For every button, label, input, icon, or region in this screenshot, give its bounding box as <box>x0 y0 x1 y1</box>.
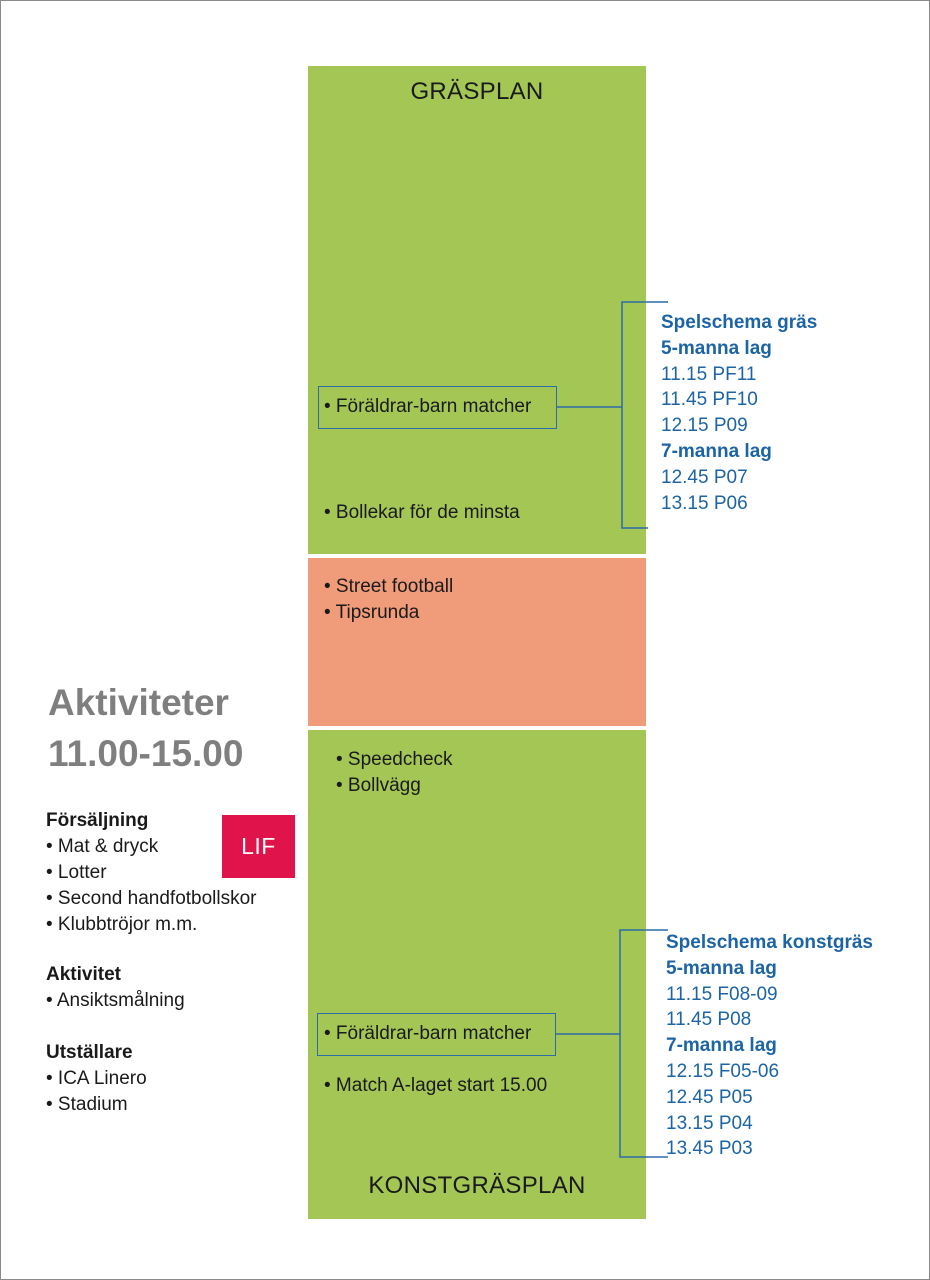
schedule-konst-title: Spelschema konstgräs <box>666 932 873 953</box>
forsaljning-item: • Lotter <box>46 862 107 883</box>
utstallare-item: • ICA Linero <box>46 1068 147 1089</box>
match-a-laget-item: • Match A-laget start 15.00 <box>324 1075 548 1096</box>
schedule-konst-group2: 7-manna lag <box>666 1035 777 1057</box>
konstgrasplan-title: KONSTGRÄSPLAN <box>368 1172 586 1199</box>
heading-title: Aktiviteter <box>48 682 229 723</box>
konstgrasplan-zone <box>308 730 646 1219</box>
utstallare-title: Utställare <box>46 1042 133 1063</box>
forsaljning-item: • Second handfotbollskor <box>46 888 257 909</box>
schedule-gras-entry: 11.15 PF11 <box>661 363 757 385</box>
schedule-konst-entry: 12.45 P05 <box>666 1086 753 1108</box>
schedule-gras-entry: 11.45 PF10 <box>661 389 758 411</box>
schedule-konst-entry: 13.45 P03 <box>666 1138 753 1160</box>
grasplan-zone <box>308 66 646 554</box>
forsaljning-title: Försäljning <box>46 810 149 831</box>
schedule-gras-entry: 12.45 P07 <box>661 466 748 488</box>
schedule-gras-group2: 7-manna lag <box>661 440 772 462</box>
aktivitet-title: Aktivitet <box>46 964 121 985</box>
lif-logo <box>222 815 295 878</box>
tipsrunda-item: • Tipsrunda <box>324 602 420 623</box>
schedule-konst-entry: 12.15 F05-06 <box>666 1060 780 1082</box>
utstallare-item: • Stadium <box>46 1094 128 1115</box>
konst-parent-match-item: • Föräldrar-barn matcher <box>324 1023 532 1044</box>
speedcheck-item: • Speedcheck <box>336 749 453 770</box>
schedule-konst-group1: 5-manna lag <box>666 957 777 979</box>
gras-parent-match-item: • Föräldrar-barn matcher <box>324 396 532 417</box>
schedule-konst-entry: 13.15 P04 <box>666 1112 753 1134</box>
schedule-gras-entry: 12.15 P09 <box>661 415 748 437</box>
schedule-konst-entry: 11.15 F08-09 <box>666 983 778 1005</box>
schedule-gras-title: Spelschema gräs <box>661 312 818 333</box>
heading-time: 11.00-15.00 <box>48 733 244 774</box>
schedule-konst <box>666 930 873 1162</box>
schedule-gras-group1: 5-manna lag <box>661 337 772 359</box>
gras-bollekar-item: • Bollekar för de minsta <box>324 502 520 523</box>
schedule-gras <box>661 310 817 516</box>
bollvagg-item: • Bollvägg <box>336 775 421 796</box>
schedule-gras-entry: 13.15 P06 <box>661 492 748 514</box>
street-football-item: • Street football <box>324 576 454 597</box>
lif-logo-text: LIF <box>241 833 276 859</box>
schedule-konst-entry: 11.45 P08 <box>666 1009 752 1031</box>
forsaljning-item: • Klubbtröjor m.m. <box>46 914 198 935</box>
aktivitet-item: • Ansiktsmålning <box>46 990 185 1011</box>
grasplan-title: GRÄSPLAN <box>410 78 544 105</box>
forsaljning-item: • Mat & dryck <box>46 836 159 857</box>
